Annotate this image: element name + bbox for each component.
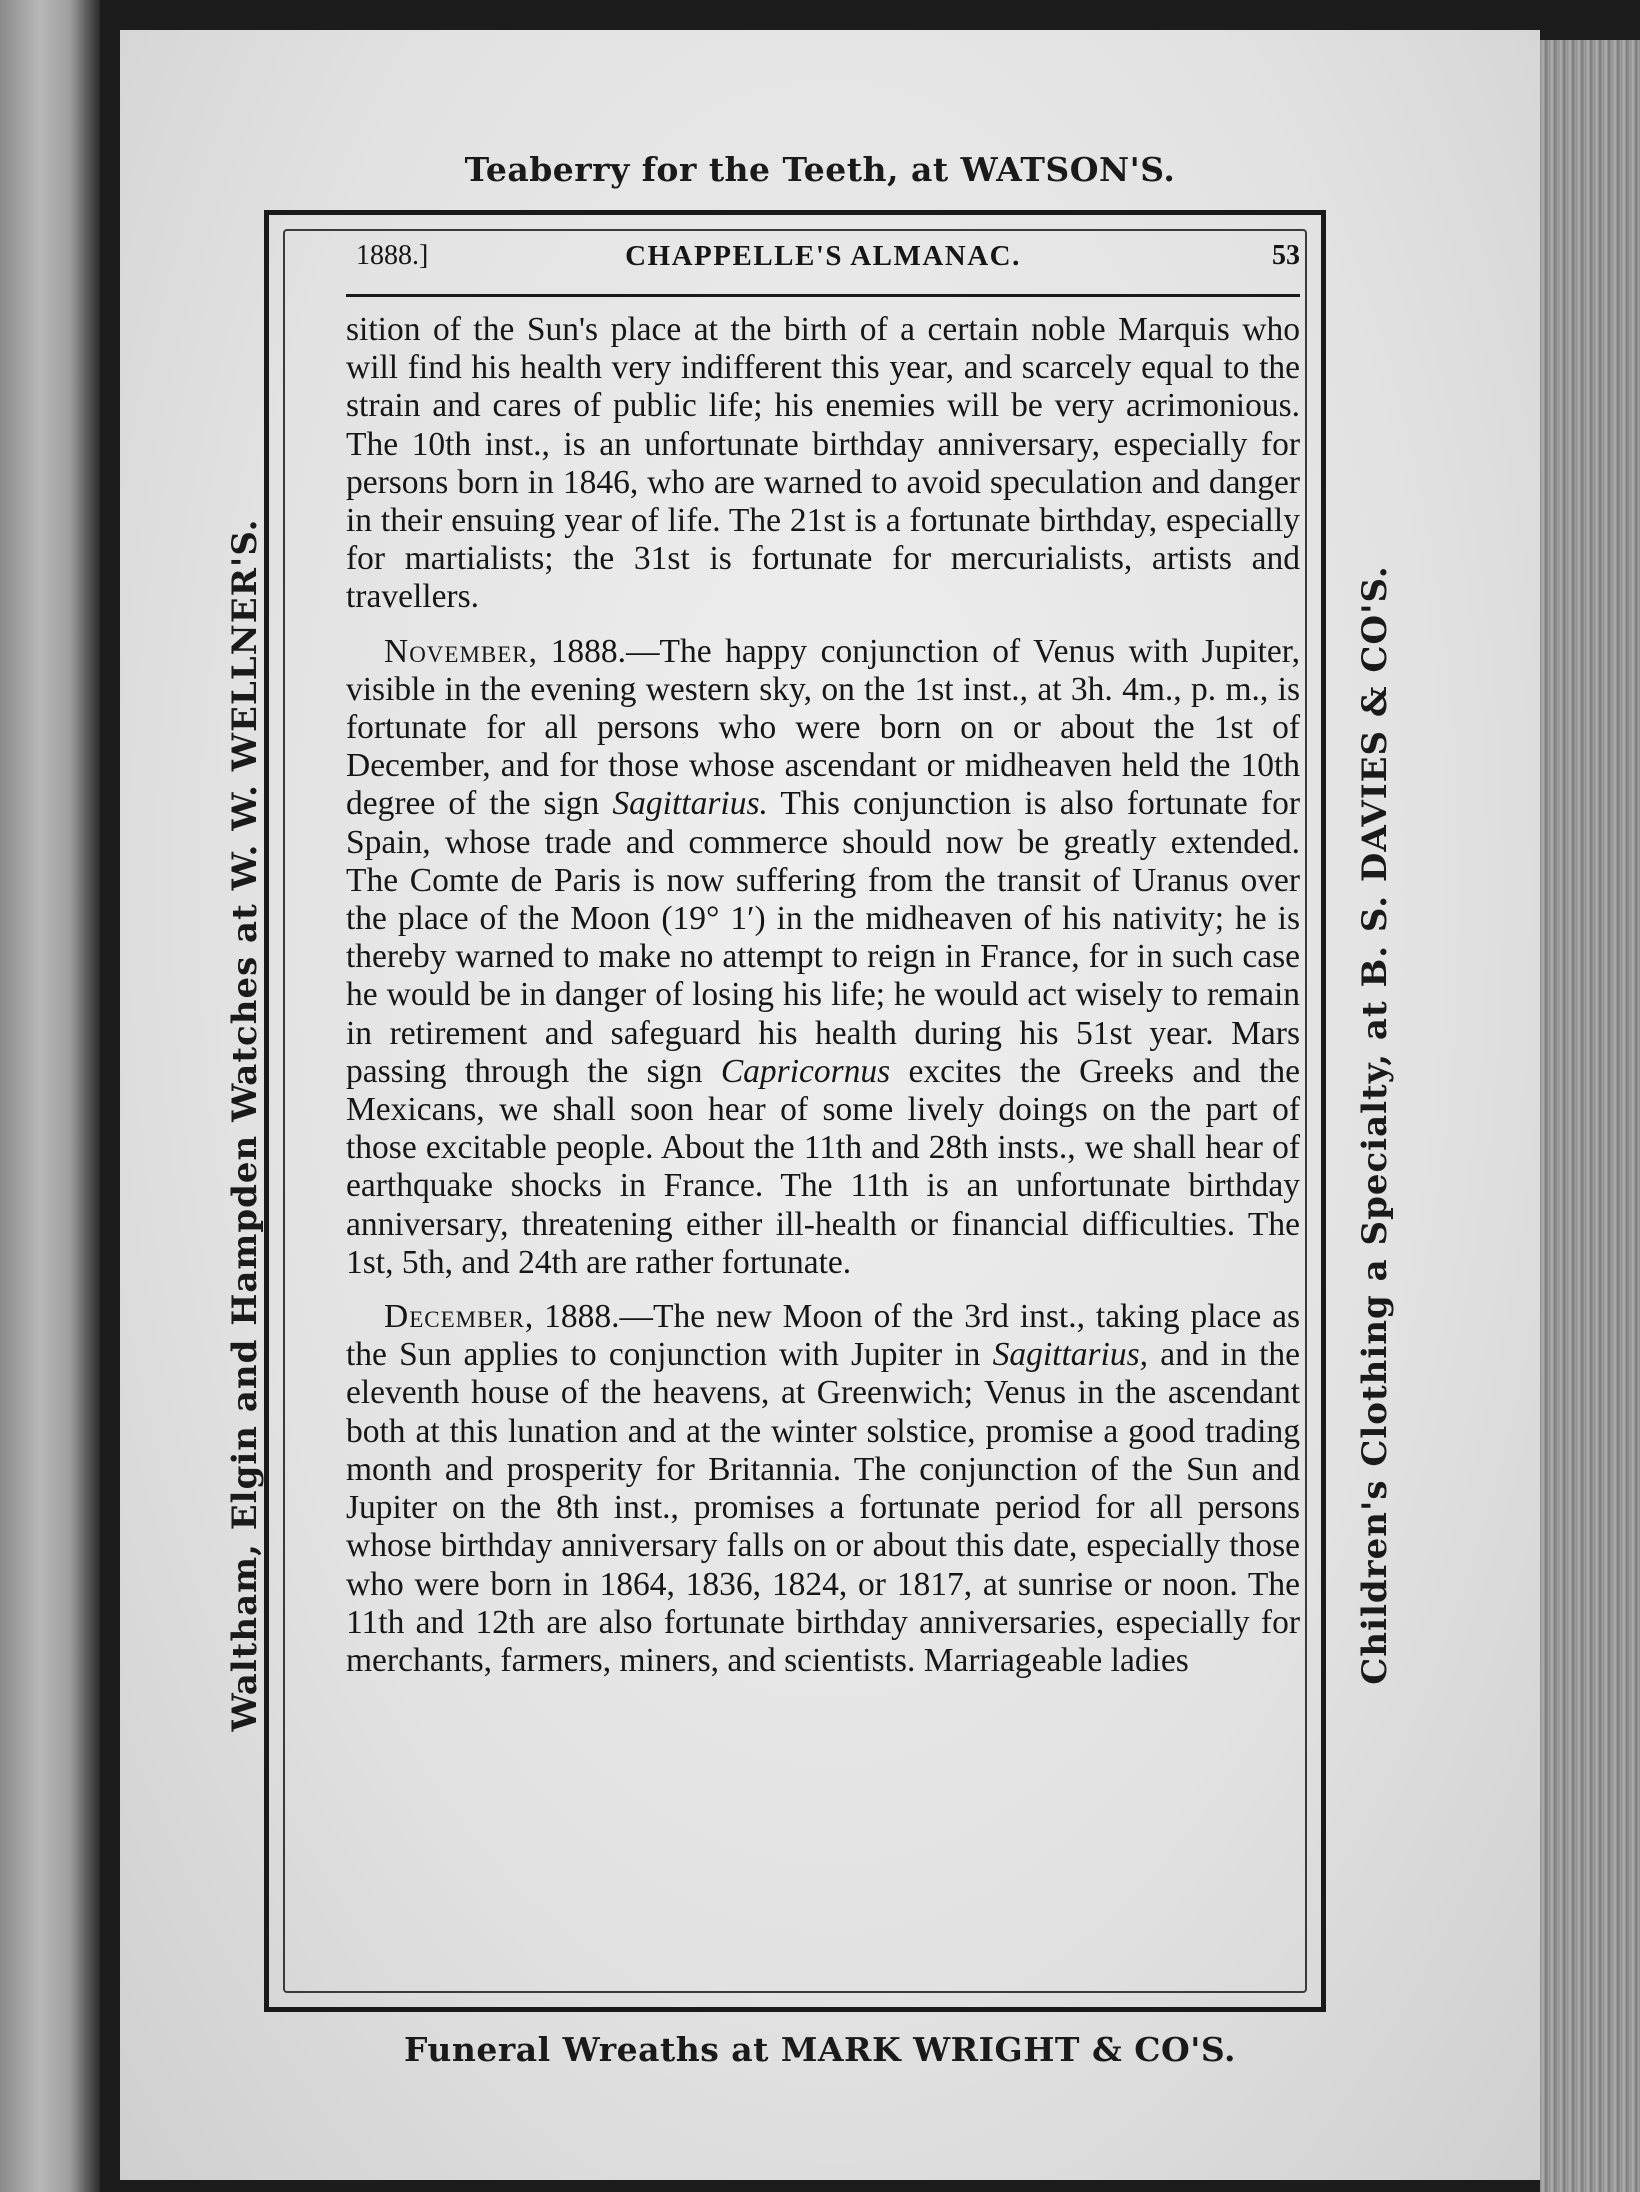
month-lead: December: [384, 1298, 525, 1336]
paragraph-text: and in the eleventh house of the heavens, at Greenwich; Venus in the ascendant both at this lunation and at the winter solstice, promise a good trading month and prosperity for Britannia. The conjunction of the Sun and Jupiter on the 8th inst., promises a fortunate period for all persons whose birthday anniversary falls on or about this date, especially those who were born in 1864, 1836, 1824, or 1817, at sunrise or noon. The 11th and 12th are also fortunate birthday anniversaries, especially for merchants, farmers, miners, and scientists. Marriageable ladies: [346, 1336, 1300, 1679]
page-number: 53: [1272, 240, 1300, 271]
italic-term: Capricornus: [720, 1052, 891, 1090]
paragraph-continuation: [346, 311, 1300, 617]
paragraph-text: , 1888.—The happy conjunction of Venus with Jupiter, visible in the evening western sky, on the 1st inst., at 3h. 4m., p. m., is fortunate for all persons who were born on or about the 1st of December, and for those whose ascendant or midheaven held the 10th degree of the sign: [346, 632, 1300, 823]
top-advertisement: Teaberry for the Teeth, at WATSON'S.: [464, 150, 1176, 189]
paragraph-text: This conjunction is also fortunate for Spain, whose trade and commerce should now be greatly extended. The Comte de Paris is now suffering from the transit of Uranus over the place of the Moon (19° 1′) in the midheaven of his nativity; he is thereby warned to make no attempt to reign in France, for in such case he would be in danger of losing his life; he would act wisely to remain in retirement and safeguard his health during his 51st year. Mars passing through the sign: [346, 785, 1300, 1090]
italic-term: Sagittarius,: [992, 1336, 1149, 1374]
left-advertisement: Waltham, Elgin and Hampden Watches at W. W. WELLNER'S.: [225, 518, 265, 1732]
paragraph-december: [346, 1298, 1300, 1680]
paragraph-text: sition of the Sun's place at the birth of a certain noble Marquis who will find his health very indifferent this year, and scarcely equal to the strain and cares of public life; his enemies will be very acrimonious. The 10th inst., is an unfortunate birthday anniversary, especially for persons born in 1846, who are warned to avoid speculation and danger in their ensuing year of life. The 21st is a fortunate birthday, especially for martialists; the 31st is fortunate for mercurialists, artists and travellers.: [346, 311, 1300, 616]
right-advertisement: Children's Clothing a Specialty, at B. S. DAVIES & CO'S.: [1355, 565, 1395, 1685]
running-header: [346, 232, 1300, 297]
page-content: [346, 232, 1300, 1992]
paragraph-text: excites the Greeks and the Mexicans, we shall soon hear of some lively doings on the part of those excitable people. About the 11th and 28th insts., we shall hear of earthquake shocks in France. The 11th is an unfortunate birthday anniversary, threatening either ill-health or financial difficulties. The 1st, 5th, and 24th are rather fortunate.: [346, 1052, 1300, 1281]
italic-term: Sagittarius.: [612, 785, 768, 823]
right-page-edge: [1540, 40, 1640, 2192]
left-page-edge: [0, 0, 100, 2192]
header-title: CHAPPELLE'S ALMANAC.: [625, 240, 1021, 272]
bottom-advertisement: Funeral Wreaths at MARK WRIGHT & CO'S.: [404, 2030, 1236, 2069]
header-year: 1888.]: [356, 240, 429, 271]
body-text: [346, 311, 1300, 1680]
paragraph-november: [346, 633, 1300, 1282]
paragraph-text: , 1888.—The new Moon of the 3rd inst., taking place as the Sun applies to conjunction with Jupiter in: [346, 1298, 1300, 1374]
month-lead: November: [384, 632, 529, 670]
